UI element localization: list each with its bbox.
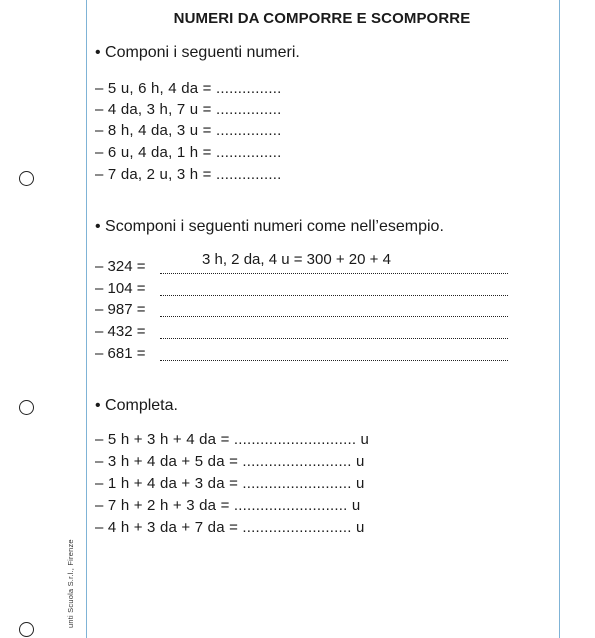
exercise-line: – 8 h, 4 da, 3 u = ...............	[95, 122, 282, 139]
exercise-line: – 1 h + 4 da + 3 da = ......................... u	[95, 475, 365, 492]
answer-line	[160, 273, 508, 274]
publisher-credit: unti Scuola S.r.l., Firenze	[66, 539, 75, 628]
binder-hole	[19, 171, 34, 186]
exercise-line: – 7 h + 2 h + 3 da = .......................... u	[95, 497, 361, 514]
section-compose-heading: • Componi i seguenti numeri.	[95, 44, 300, 61]
exercise-line: – 681 =	[95, 345, 146, 362]
section-decompose-heading: • Scomponi i seguenti numeri come nell’esempio.	[95, 218, 444, 235]
exercise-line: – 5 h + 3 h + 4 da = ............................ u	[95, 431, 370, 448]
exercise-line: – 7 da, 2 u, 3 h = ...............	[95, 166, 282, 183]
exercise-line: – 104 =	[95, 280, 146, 297]
binder-hole	[19, 400, 34, 415]
exercise-line: – 3 h + 4 da + 5 da = ......................... u	[95, 453, 365, 470]
answer-line	[160, 316, 508, 317]
answer-line	[160, 338, 508, 339]
exercise-line: – 6 u, 4 da, 1 h = ...............	[95, 144, 282, 161]
exercise-line: – 432 =	[95, 323, 146, 340]
section-complete-heading: • Completa.	[95, 397, 178, 414]
exercise-line: – 4 da, 3 h, 7 u = ...............	[95, 101, 282, 118]
exercise-line: – 324 =	[95, 258, 146, 275]
exercise-line: – 987 =	[95, 301, 146, 318]
example-answer: 3 h, 2 da, 4 u = 300 + 20 + 4	[202, 251, 391, 268]
exercise-line: – 5 u, 6 h, 4 da = ...............	[95, 80, 282, 97]
page-title: NUMERI DA COMPORRE E SCOMPORRE	[173, 10, 471, 27]
answer-line	[160, 360, 508, 361]
answer-line	[160, 295, 508, 296]
exercise-line: – 4 h + 3 da + 7 da = ......................... u	[95, 519, 365, 536]
